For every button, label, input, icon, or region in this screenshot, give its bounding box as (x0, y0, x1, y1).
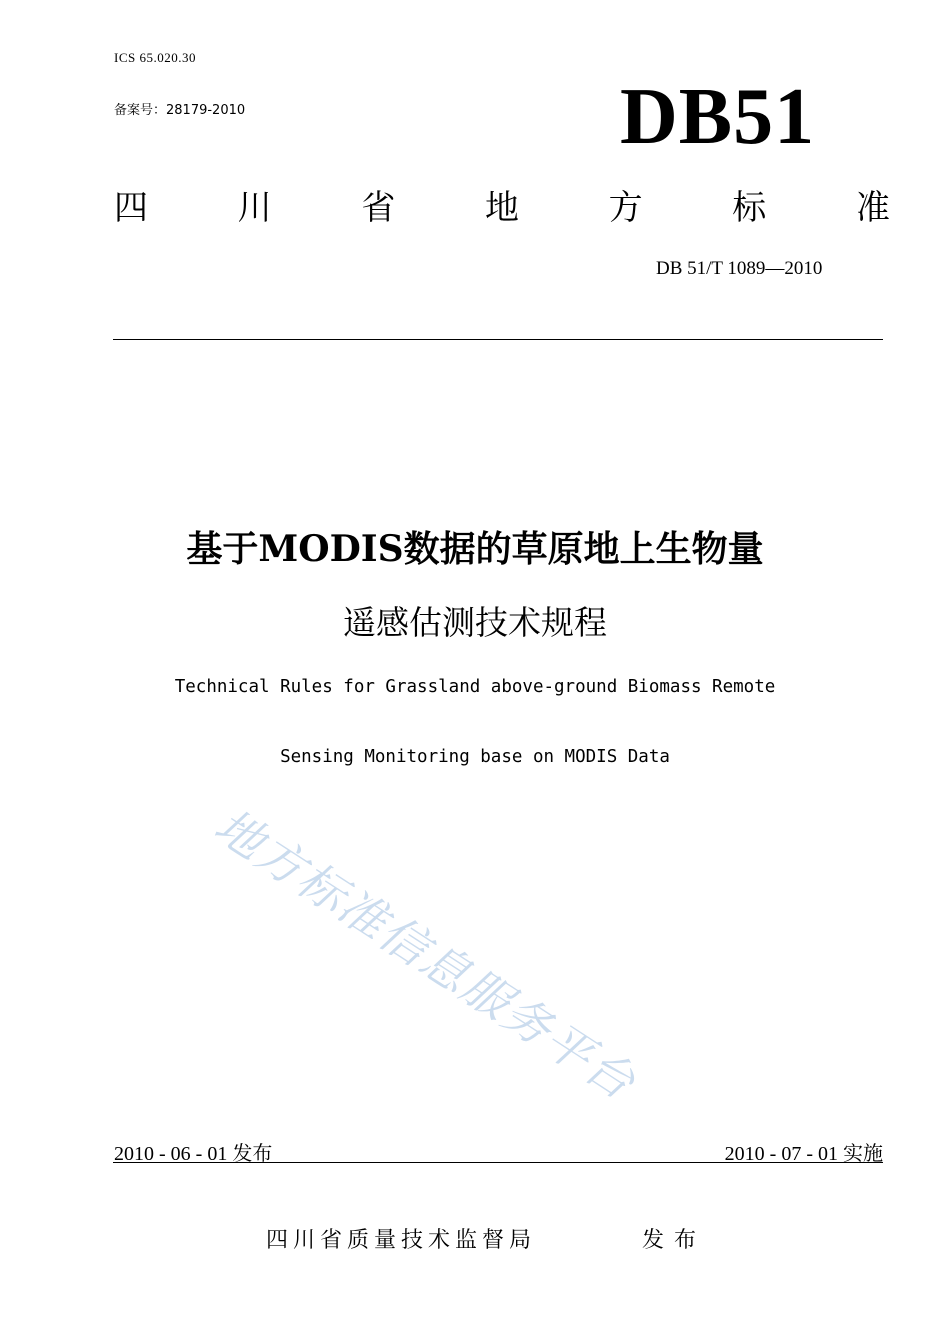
bottom-divider (113, 1162, 883, 1163)
standard-type-char: 省 (361, 188, 396, 228)
filing-number: 备案号：28179-2010 (114, 103, 246, 118)
standard-type-char: 川 (237, 188, 272, 228)
issue-date-label: 发布 (232, 1141, 273, 1165)
standard-type-char: 地 (484, 188, 519, 228)
title-cn-line2: 遥感估测技术规程 (343, 603, 607, 642)
implementation-date-label: 实施 (843, 1141, 883, 1165)
standard-type-heading (114, 186, 890, 230)
issue-word: 发布 (642, 1228, 707, 1253)
issuing-authority: 四川省质量技术监督局 (266, 1228, 537, 1253)
watermark-text: 地方标准信息服务平台 (204, 798, 646, 1112)
implementation-date-value: 2010 - 07 - 01 (724, 1143, 843, 1165)
title-cn-line1: 基于MODIS数据的草原地上生物量 (186, 528, 764, 570)
standard-type-char: 准 (855, 188, 890, 228)
title-en-line2: Sensing Monitoring base on MODIS Data (280, 747, 670, 767)
issue-date-value: 2010 - 06 - 01 (114, 1143, 233, 1165)
standard-type-char: 四 (114, 188, 148, 228)
title-en-line1: Technical Rules for Grassland above-ground Biomass Remote (174, 677, 776, 697)
standard-number: DB 51/T 1089—2010 (656, 258, 823, 279)
standard-type-char: 标 (732, 188, 767, 228)
db51-logo: DB51 (620, 73, 816, 161)
top-divider (113, 339, 883, 340)
standard-type-char: 方 (608, 188, 643, 228)
ics-code: ICS 65.020.30 (114, 50, 196, 65)
